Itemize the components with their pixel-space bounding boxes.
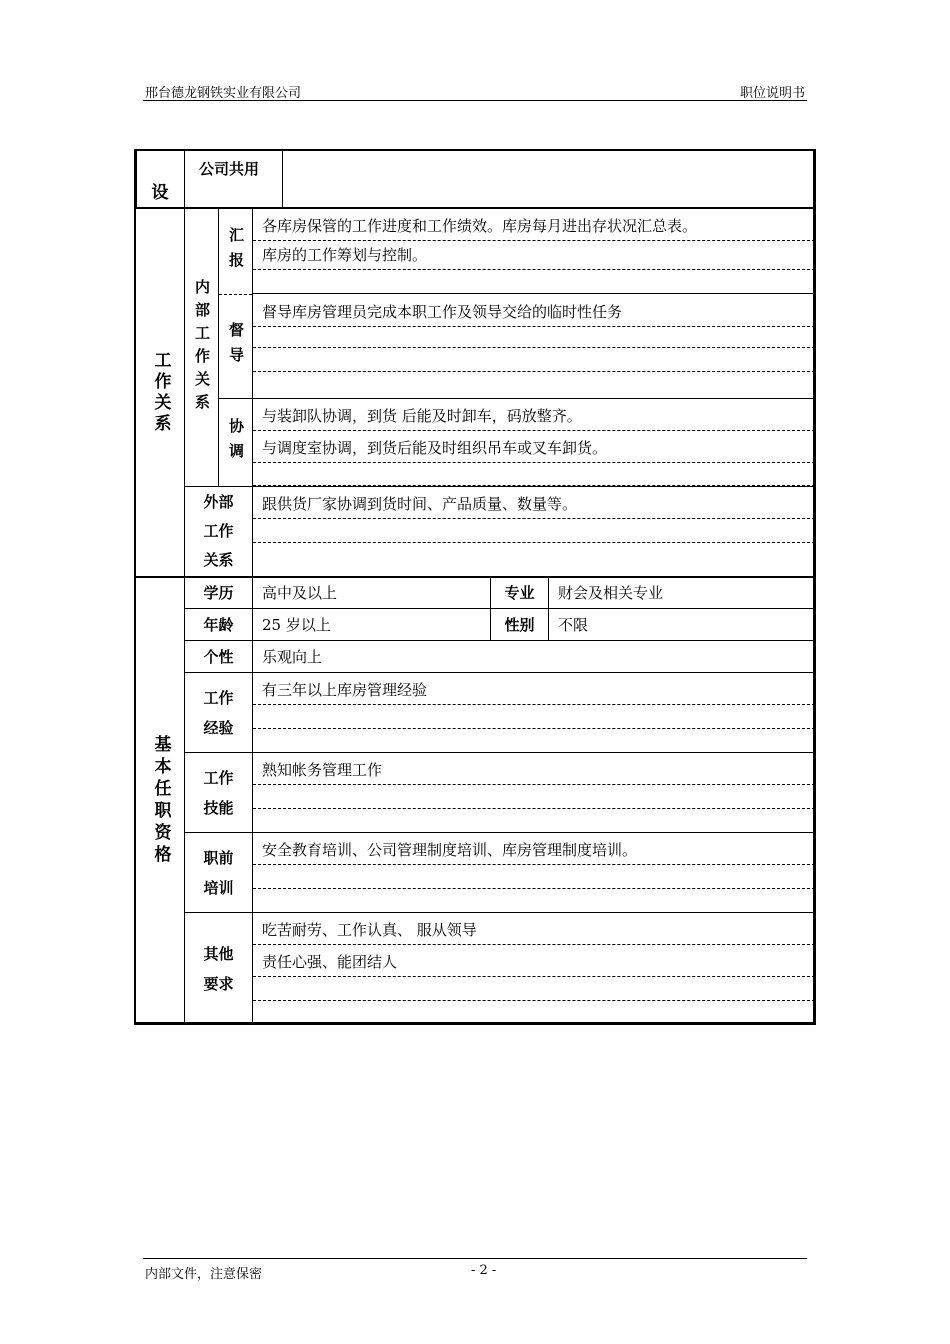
experience-line-1: 有三年以上库房管理经验 — [253, 673, 815, 705]
gender-label: 性别 — [504, 615, 535, 634]
confidential-notice: 内部文件，注意保密 — [145, 1267, 263, 1282]
coordinate-line-1: 与装卸队协调，到货 后能及时卸车，码放整齐。 — [253, 399, 815, 431]
coordinate-label: 协调 — [227, 417, 245, 468]
report-line-1: 各库房保管的工作进度和工作绩效。库房每月进出存状况汇总表。 — [253, 209, 815, 241]
coordinate-line-2: 与调度室协调，到货后能及时组织吊车或叉车卸货。 — [253, 431, 815, 463]
coordinate-line-3 — [253, 463, 815, 486]
report-line-2: 库房的工作筹划与控制。 — [253, 238, 815, 270]
education-label: 学历 — [203, 584, 234, 602]
setup-value — [283, 151, 813, 207]
gender-value: 不限 — [558, 616, 589, 634]
external-line-2 — [253, 519, 815, 543]
supervise-line-2 — [253, 324, 815, 348]
internal-relations-label: 内部工作关系 — [193, 278, 211, 417]
age-value: 25 岁以上 — [262, 616, 331, 634]
major-value: 财会及相关专业 — [558, 584, 664, 602]
experience-line-3 — [253, 729, 815, 752]
skills-label: 工作技能 — [203, 768, 234, 817]
other-requirements-label: 其他要求 — [203, 944, 234, 993]
setup-field-label: 公司共用 — [199, 160, 260, 178]
other-line-1: 吃苦耐劳、工作认真、 服从领导 — [253, 913, 815, 945]
supervise-label: 督导 — [227, 321, 245, 372]
education-value: 高中及以上 — [262, 584, 338, 602]
skills-line-2 — [253, 785, 815, 809]
page-header — [143, 80, 807, 101]
skills-line-3 — [253, 809, 815, 832]
report-label: 汇报 — [227, 226, 245, 277]
qualifications-label: 基本任职资格 — [150, 735, 171, 867]
experience-label: 工作经验 — [203, 688, 234, 737]
report-line-3 — [253, 262, 815, 294]
supervise-line-1: 督导库房管理员完成本职工作及领导交给的临时性任务 — [253, 295, 815, 327]
skills-line-1: 熟知帐务管理工作 — [253, 753, 815, 785]
major-label: 专业 — [504, 584, 535, 602]
setup-label: 设 — [151, 183, 169, 203]
training-line-3 — [253, 889, 815, 912]
age-label: 年龄 — [203, 615, 234, 634]
other-line-3 — [253, 977, 815, 1001]
external-relations-label: 外部工作关系 — [203, 492, 234, 569]
personality-value: 乐观向上 — [262, 648, 323, 666]
training-label: 职前培训 — [203, 848, 234, 897]
document-title: 职位说明书 — [739, 86, 805, 101]
personality-label: 个性 — [203, 647, 234, 666]
experience-line-2 — [253, 705, 815, 729]
supervise-line-3 — [253, 348, 815, 372]
page-footer — [143, 1258, 807, 1282]
training-line-2 — [253, 865, 815, 889]
training-line-1: 安全教育培训、公司管理制度培训、库房管理制度培训。 — [253, 833, 815, 865]
external-line-3 — [253, 543, 815, 576]
page-number: - 2 - — [471, 1263, 497, 1278]
other-line-2: 责任心强、能团结人 — [253, 945, 815, 977]
other-line-4 — [253, 1001, 815, 1023]
work-relations-label: 工作关系 — [150, 351, 171, 435]
external-line-1: 跟供货厂家协调到货时间、产品质量、数量等。 — [253, 487, 815, 519]
company-name: 邢台德龙钢铁实业有限公司 — [145, 86, 302, 101]
